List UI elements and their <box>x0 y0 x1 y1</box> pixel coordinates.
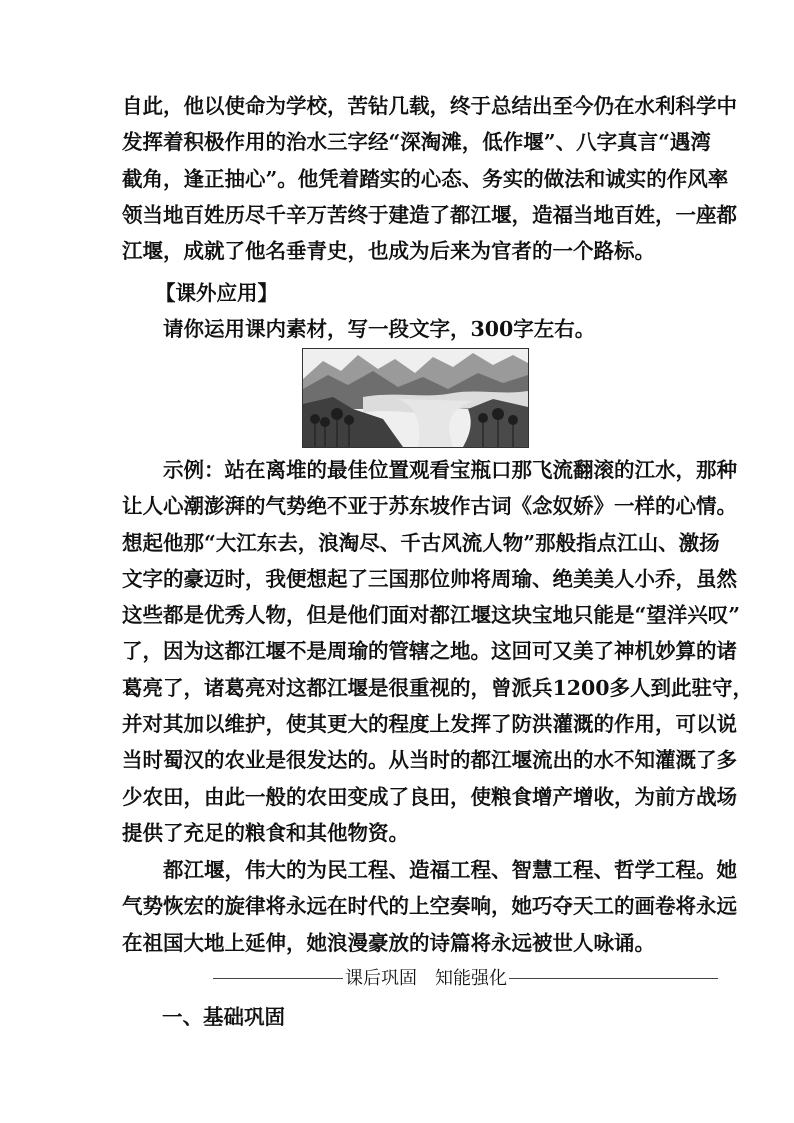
divider-label: 课后巩固 知能强化 <box>345 968 507 989</box>
example-line-5: 这些都是优秀人物，但是他们面对都江堰这块宝地只能是“望洋兴叹” <box>122 603 741 628</box>
closing-paragraph <box>122 852 737 961</box>
example-line-6: 了，因为这都江堰不是周瑜的管辖之地。这回可又美了神机妙算的诸 <box>122 639 737 664</box>
example-paragraph <box>122 452 754 851</box>
example-line-1: 示例：站在离堆的最佳位置观看宝瓶口那飞流翻滚的江水，那种 <box>163 458 737 482</box>
intro-line-5: 江堰，成就了他名垂青史，也成为后来为官者的一个路标。 <box>122 239 655 264</box>
closing-line-1: 都江堰，伟大的为民工程、造福工程、智慧工程、哲学工程。她 <box>163 858 737 882</box>
example-line-4: 文字的豪迈时，我便想起了三国那位帅将周瑜、绝美美人小乔，虽然 <box>122 566 737 591</box>
landscape-painting-icon <box>302 348 529 448</box>
closing-line-2: 气势恢宏的旋律将永远在时代的上空奏响，她巧夺天工的画卷将永远 <box>122 894 737 919</box>
task-prompt: 请你运用课内素材，写一段文字，300字左右。 <box>163 317 596 341</box>
example-line-11: 提供了充足的粮食和其他物资。 <box>122 820 409 845</box>
example-line-8: 并对其加以维护，使其更大的程度上发挥了防洪灌溉的作用，可以说 <box>122 712 737 737</box>
intro-line-4: 领当地百姓历尽千辛万苦终于建造了都江堰，造福当地百姓，一座都 <box>122 202 737 227</box>
example-line-3: 想起他那“大江东去，浪淘尽、千古风流人物”那般指点江山、激扬 <box>122 530 720 555</box>
intro-line-3: 截角，逢正抽心”。他凭着踏实的心态、务实的做法和诚实的作风率 <box>122 166 729 191</box>
example-line-9: 当时蜀汉的农业是很发达的。从当时的都江堰流出的水不知灌溉了多 <box>122 748 737 773</box>
example-line-10: 少农田，由此一般的农田变成了良田，使粮食增产增收，为前方战场 <box>122 784 737 809</box>
intro-line-2: 发挥着积极作用的治水三字经“深淘滩，低作堰”、八字真言“遇湾 <box>122 130 711 155</box>
intro-paragraph <box>122 88 737 269</box>
section-divider <box>213 967 718 991</box>
subsection-heading: 一、基础巩固 <box>162 1005 285 1029</box>
section-heading: 【课外应用】 <box>155 281 278 305</box>
example-line-2: 让人心潮澎湃的气势绝不亚于苏东坡作古词《念奴娇》一样的心情。 <box>122 494 737 519</box>
closing-line-3: 在祖国大地上延伸，她浪漫豪放的诗篇将永远被世人咏诵。 <box>122 930 655 955</box>
example-line-7: 葛亮了，诸葛亮对这都江堰是很重视的，曾派兵1200多人到此驻守， <box>122 675 754 700</box>
intro-line-1: 自此，他以使命为学校，苦钻几载，终于总结出至今仍在水利科学中 <box>122 94 737 118</box>
